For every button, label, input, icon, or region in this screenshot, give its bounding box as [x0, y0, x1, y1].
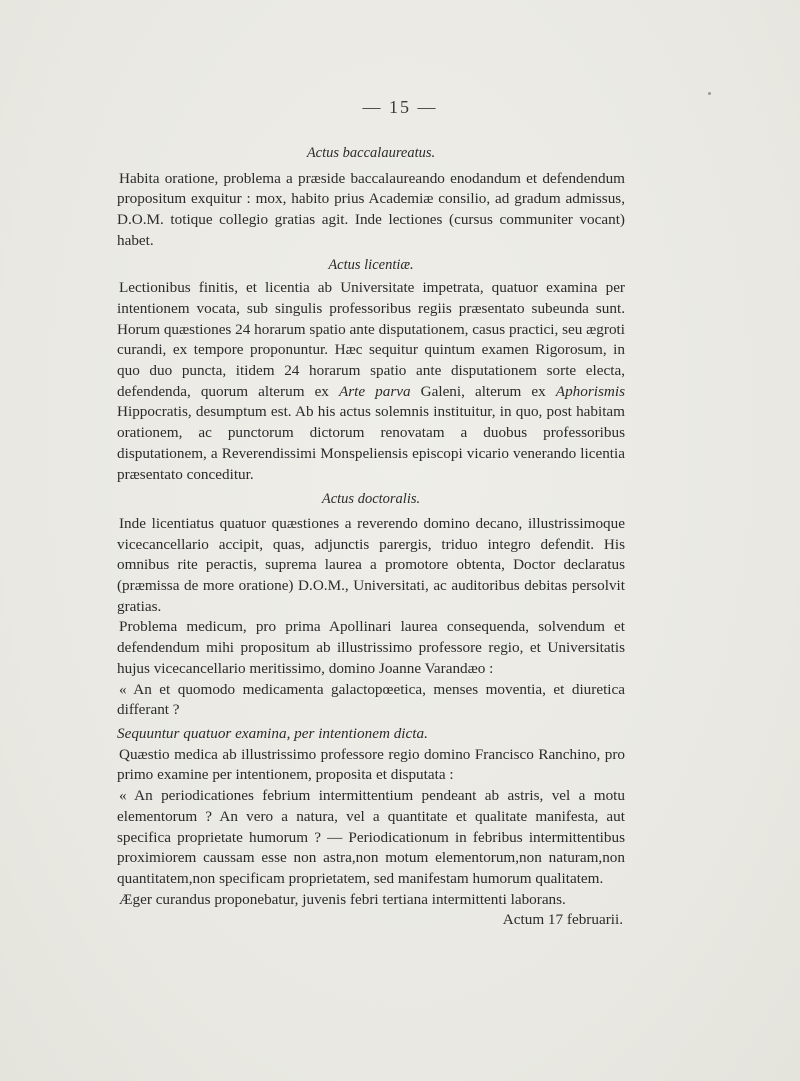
paragraph-baccalaureatus: Habita oratione, problema a præside baccalaureando enodandum et defendendum propositum exquitur : mox, habito prius Academiæ consilio, ad gradum admissus, D.O.M. totique collegio gratias agit. Inde lectiones (cursus communiter vocant) habet.: [117, 169, 625, 249]
paragraph-licentiae-part-2: Galeni, alterum ex: [410, 382, 556, 400]
aphorismis-italic: Aphorismis: [555, 382, 625, 400]
paper-speck: [708, 92, 711, 95]
paragraph-problema: Problema medicum, pro prima Apollinari laurea consequenda, solvendum et defendendum mihi propositum ab illustrissimo professore regio, et Universitatis hujus vicecancellario meritissimo, domino Joanne Varandæo :: [117, 618, 625, 677]
section-heading-licentiae: Actus licentiæ.: [328, 256, 414, 273]
paragraph-sequuntur: Sequuntur quatuor examina, per intentionem dicta.: [117, 724, 428, 742]
date-signature: Actum 17 februarii.: [502, 911, 623, 929]
paragraph-licentiae-part-3: Hippocratis, desumptum est. Ab his actus solemnis instituitur, in quo, post habitam orationem, ac punctorum dictorum renovatam a duobus professoribus disputationem, a Reverendissimi Monspeliensis episcopi vicario venerando licentia præsentato conceditur.: [117, 403, 625, 483]
paragraph-quaestio-galactopoetica: « An et quomodo medicamenta galactopœetica, menses moventia, et diuretica differant ?: [117, 680, 625, 719]
paragraph-periodicationes: « An periodicationes febrium intermittentium pendeant ab astris, vel a motu elementorum ? An vero a natura, vel a quantitate et qualitate manifesta, aut specifica proprietate humorum ? — Periodicationum in febribus intermittentibus proximiorem caussam esse non astra,non motum elementorum,non naturam,non quantitatem,non specificam proprietatem, sed manifestam humorum qualitatem.: [117, 787, 625, 887]
paragraph-licentiae-part-1: Lectionibus finitis, et licentia ab Universitate impetrata, quatuor examina per intentionem vocata, sub singulis professoribus regiis præsentato subeunda sunt. Horum quæstiones 24 horarum spatio ante disputationem, casus practici, seu ægroti curandi, ex tempore proponuntur. Hæc sequitur quintum examen Rigorosum, in quo duo puncta, itidem 24 horarum spatio ante disputationem sorte electa, defendenda, quorum alterum ex: [117, 279, 625, 400]
paragraph-doctoralis: Inde licentiatus quatuor quæstiones a reverendo domino decano, illustrissimoque vicecancellario accipit, quas, adjunctis parergis, triduo integro defendit. His omnibus rite peractis, suprema laurea a promotore obtenta, Doctor declaratus (præmissa de more oratione) D.O.M., Universitati, ac auditoribus debitas persolvit gratias.: [117, 514, 625, 615]
paragraph-licentiae: [117, 278, 625, 485]
document-body: [117, 143, 625, 931]
page-number: — 15 —: [362, 97, 438, 117]
paragraph-quaestio-ranchino: Quæstio medica ab illustrissimo professore regio domino Francisco Ranchino, pro primo examine per intentionem, proposita et disputata :: [117, 745, 625, 784]
section-heading-baccalaureatus: Actus baccalaureatus.: [306, 145, 436, 161]
paragraph-aeger: Æger curandus proponebatur, juvenis febri tertiana intermittenti laborans.: [119, 890, 566, 908]
arte-parva-italic: Arte parva: [338, 382, 411, 400]
section-heading-doctoralis: Actus doctoralis.: [321, 491, 421, 508]
